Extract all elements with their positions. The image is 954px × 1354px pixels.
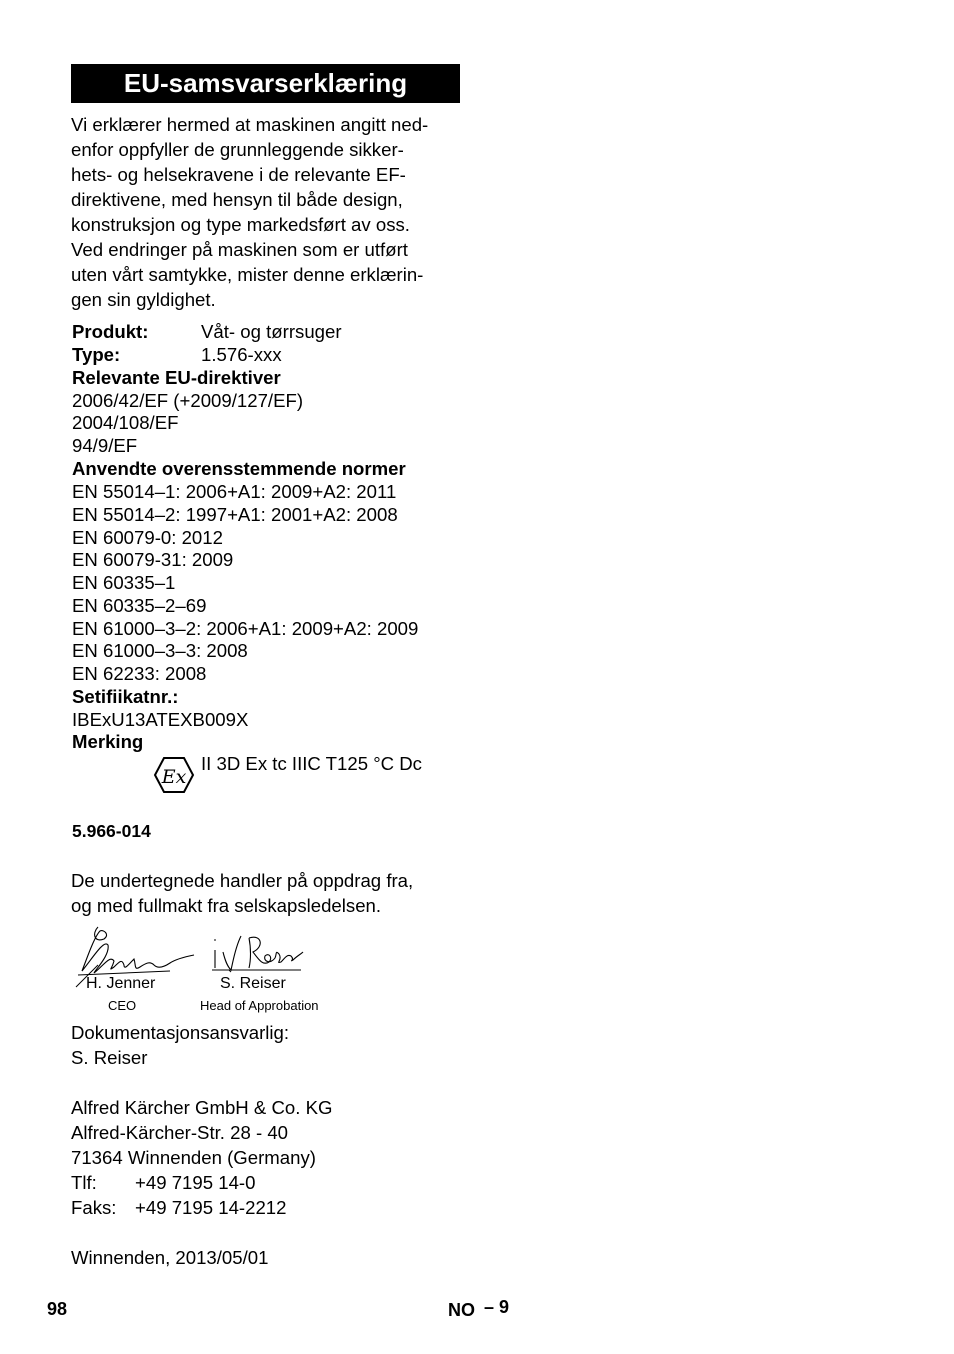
product-value: Våt- og tørrsuger [201,321,342,342]
fax-row [71,1195,332,1220]
intro-line: konstruksjon og type markedsført av oss. [71,214,410,235]
norm-item: EN 62233: 2008 [72,663,207,684]
type-label: Type: [72,344,121,365]
product-label: Produkt: [72,321,149,342]
directive-item: 94/9/EF [72,435,138,456]
marking-label: Merking [72,731,144,752]
norm-item: EN 60335–1 [72,572,176,593]
intro-paragraph [71,112,463,312]
intro-line: Vi erklærer hermed at maskinen angitt ned- [71,114,429,135]
intro-line: enfor oppfyller de grunnleggende sikker- [71,139,404,160]
doc-responsible-name: S. Reiser [71,1047,148,1068]
signer2-name: S. Reiser [220,975,286,992]
document-number: 5.966-014 [72,821,151,841]
norm-item: EN 55014–1: 2006+A1: 2009+A2: 2011 [72,481,397,502]
language-code: NO [448,1300,475,1320]
intro-line: Ved endringer på maskinen som er utført [71,239,408,260]
type-value: 1.576-xxx [201,344,282,365]
norms-heading: Anvendte overensstemmende normer [72,458,406,479]
intro-line: direktivene, med hensyn til både design, [71,189,403,210]
company-city: 71364 Winnenden (Germany) [71,1147,316,1168]
directive-item: 2006/42/EF (+2009/127/EF) [72,390,304,411]
signers-intro-line: og med fullmakt fra selskapsledelsen. [71,895,382,916]
page-number: 98 [47,1299,68,1319]
norm-item: EN 60335–2–69 [72,595,207,616]
place-date: Winnenden, 2013/05/01 [71,1247,269,1268]
norm-item: EN 61000–3–3: 2008 [72,640,248,661]
directive-item: 2004/108/EF [72,412,179,433]
norm-item: EN 55014–2: 1997+A1: 2001+A2: 2008 [72,504,398,525]
signer2-role: Head of Approbation [200,998,319,1013]
company-address [71,1095,332,1220]
marking-value: II 3D Ex tc IIIC T125 °C Dc [201,753,422,774]
directives-heading: Relevante EU-direktiver [72,367,281,388]
company-street: Alfred-Kärcher-Str. 28 - 40 [71,1122,289,1143]
doc-responsible-block [71,1020,289,1070]
signature-reiser [205,930,305,975]
norm-item: EN 60079-0: 2012 [72,527,223,548]
doc-responsible-label: Dokumentasjonsansvarlig: [71,1022,290,1043]
intro-line: uten vårt samtykke, mister denne erklærin- [71,264,424,285]
norm-item: EN 60079-31: 2009 [72,549,234,570]
signers-intro [71,868,413,918]
phone-row [71,1170,332,1195]
phone-label: Tlf: [71,1172,97,1193]
page-title: EU-samsvarserklæring [71,64,460,103]
intro-line: hets- og helsekravene i de relevante EF- [71,164,406,185]
company-name: Alfred Kärcher GmbH & Co. KG [71,1097,333,1118]
phone-value: +49 7195 14-0 [135,1172,256,1193]
signer1-role: CEO [108,998,137,1013]
intro-line: gen sin gyldighet. [71,289,216,310]
language-page: – 9 [484,1297,510,1317]
ex-symbol-text: Ex [161,766,187,788]
signer1-name: H. Jenner [86,975,156,992]
fax-value: +49 7195 14-2212 [135,1197,287,1218]
fax-label: Faks: [71,1197,117,1218]
signers-intro-line: De undertegnede handler på oppdrag fra, [71,870,414,891]
certificate-value: IBExU13ATEXB009X [72,709,249,730]
certificate-label: Setifiikatnr.: [72,686,179,707]
norm-item: EN 61000–3–2: 2006+A1: 2009+A2: 2009 [72,618,419,639]
ex-hexagon-icon [153,756,195,794]
